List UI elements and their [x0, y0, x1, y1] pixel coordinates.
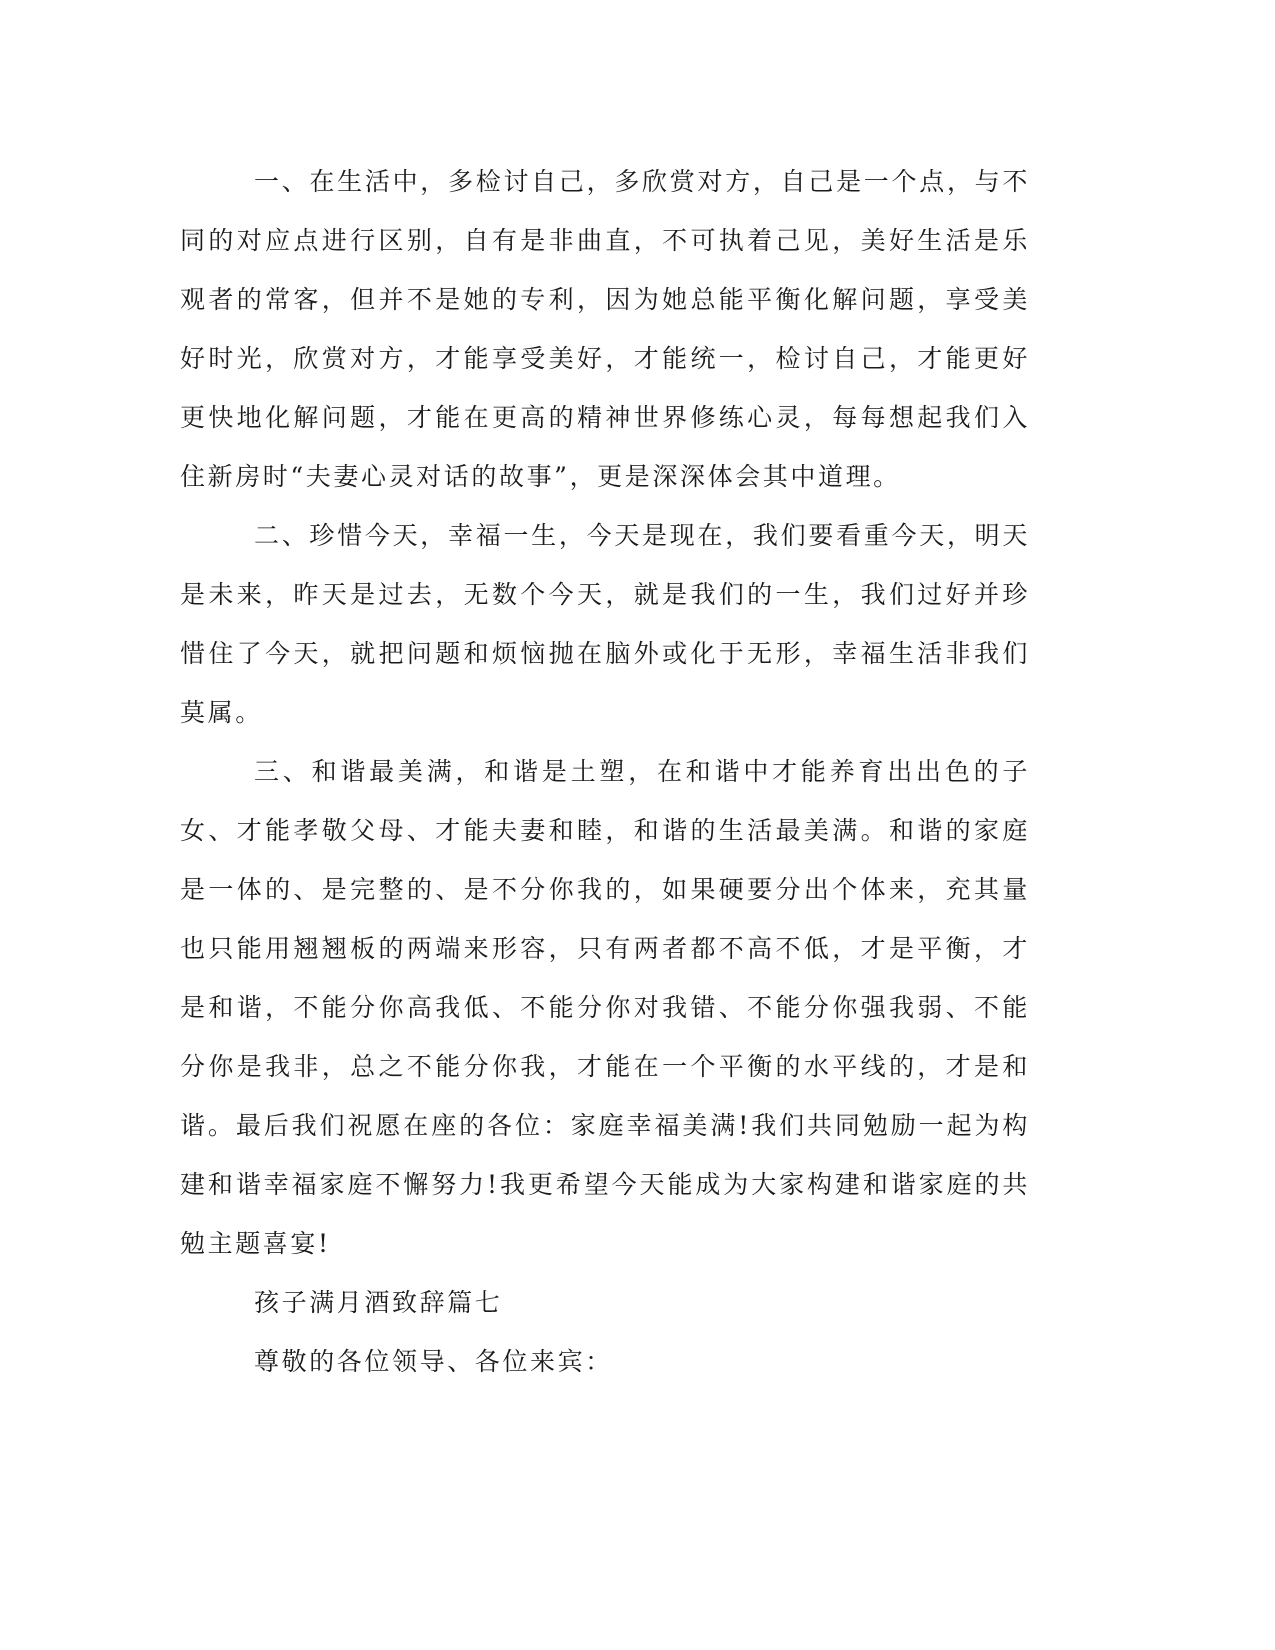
paragraph-1: 一、在生活中，多检讨自己，多欣赏对方，自己是一个点，与不同的对应点进行区别，自有是非曲直，不可执着己见，美好生活是乐观者的常客，但并不是她的专利，因为她总能平衡化解问题，享受美好时光，欣赏对方，才能享受美好，才能统一，检讨自己，才能更好更快地化解问题，才能在更高的精神世界修练心灵，每每想起我们入住新房时“夫妻心灵对话的故事”，更是深深体会其中道理。	[180, 167, 1030, 491]
document-page	[180, 152, 1030, 1391]
section-title: 孩子满月酒致辞篇七	[254, 1288, 503, 1317]
paragraph-3: 三、和谐最美满，和谐是土塑，在和谐中才能养育出出色的子女、才能孝敬父母、才能夫妻和睦，和谐的生活最美满。和谐的家庭是一体的、是完整的、是不分你我的，如果硬要分出个体来，充其量也只能用翘翘板的两端来形容，只有两者都不高不低，才是平衡，才是和谐，不能分你高我低、不能分你对我错、不能分你强我弱、不能分你是我非，总之不能分你我，才能在一个平衡的水平线的，才是和谐。最后我们祝愿在座的各位：家庭幸福美满!我们共同勉励一起为构建和谐幸福家庭不懈努力!我更希望今天能成为大家构建和谐家庭的共勉主题喜宴!	[180, 757, 1030, 1258]
salutation: 尊敬的各位领导、各位来宾：	[254, 1347, 613, 1376]
paragraph-2: 二、珍惜今天，幸福一生，今天是现在，我们要看重今天，明天是未来，昨天是过去，无数个今天，就是我们的一生，我们过好并珍惜住了今天，就把问题和烦恼抛在脑外或化于无形，幸福生活非我们莫属。	[180, 521, 1030, 727]
